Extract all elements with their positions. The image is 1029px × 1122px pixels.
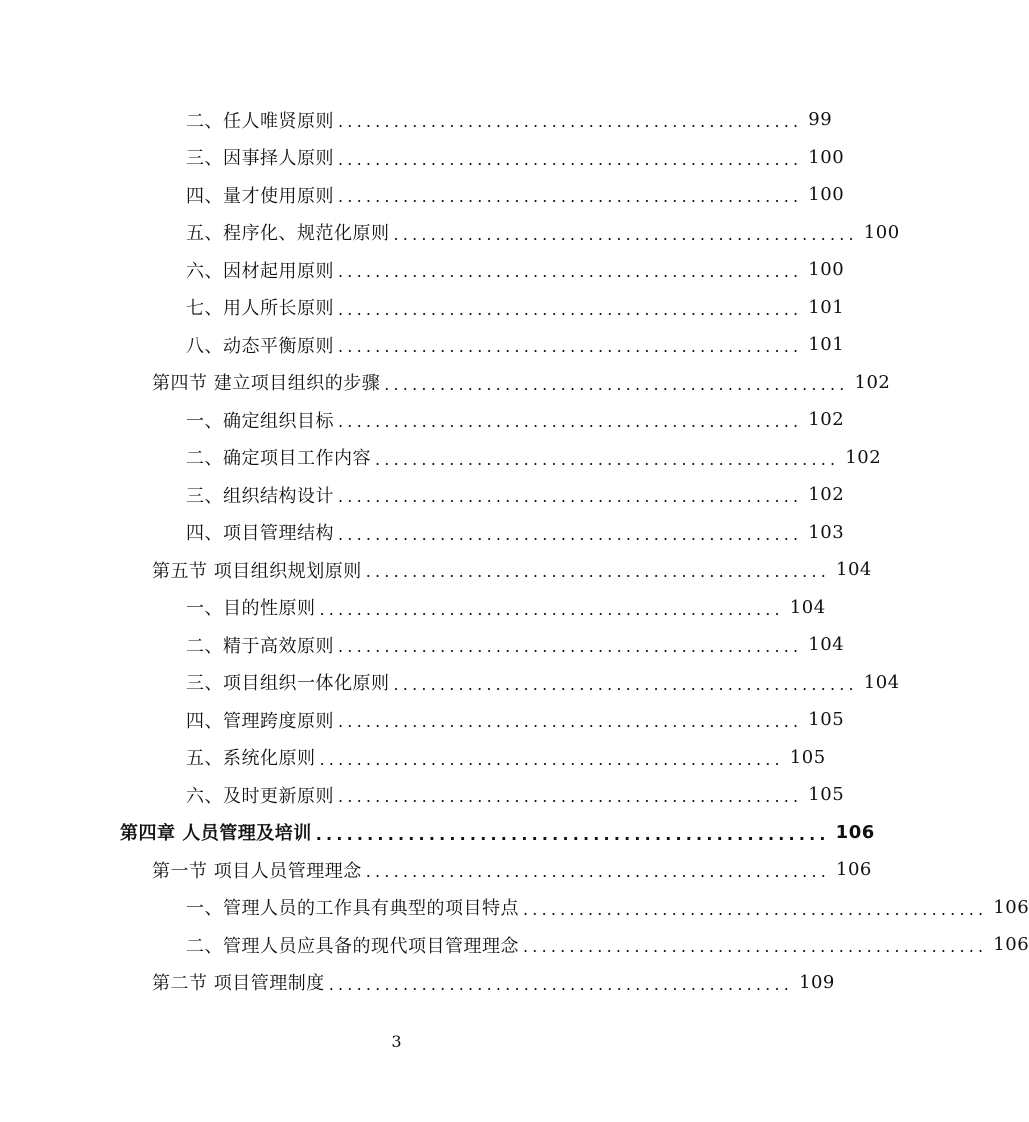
toc-entry-title: 五、系统化原则 (186, 748, 316, 770)
toc-entry-title: 三、因事择人原则 (186, 148, 334, 170)
toc-entry-title: 二、精于高效原则 (186, 635, 334, 657)
toc-chapter-entry[interactable] (120, 814, 875, 852)
toc-entry-title: 一、确定组织目标 (186, 410, 334, 432)
toc-entry-title: 第二节 项目管理制度 (152, 973, 325, 995)
toc-leader-dots: .................................................. (338, 149, 803, 169)
toc-leader-dots: .................................................. (338, 337, 803, 357)
toc-entry[interactable] (186, 776, 845, 814)
toc-entry-page: 100 (808, 146, 845, 168)
toc-entry-page: 106 (993, 934, 1029, 956)
toc-leader-dots: .................................................. (523, 899, 988, 919)
toc-entry[interactable] (186, 589, 826, 627)
page-number: 3 (391, 1032, 402, 1051)
toc-entry-title: 一、管理人员的工作具有典型的项目特点 (186, 898, 519, 920)
toc-entry-page: 106 (993, 896, 1029, 918)
toc-entry-page: 109 (799, 971, 835, 993)
toc-entry[interactable] (186, 889, 1029, 927)
toc-entry[interactable] (186, 701, 845, 739)
toc-entry-page: 103 (808, 521, 845, 543)
toc-entry-title: 一、目的性原则 (186, 598, 316, 620)
toc-leader-dots: .................................................. (338, 262, 803, 282)
toc-entry-page: 104 (863, 671, 900, 693)
toc-section-entry[interactable] (152, 851, 872, 889)
toc-leader-dots: .................................................. (393, 224, 858, 244)
toc-entry[interactable] (186, 401, 845, 439)
toc-entry-title: 第四章 人员管理及培训 (120, 823, 312, 845)
toc-entry-page: 100 (863, 221, 900, 243)
toc-entry-title: 二、任人唯贤原则 (186, 110, 334, 132)
toc-entry-page: 102 (808, 409, 845, 431)
toc-entry-title: 五、程序化、规范化原则 (186, 223, 390, 245)
toc-leader-dots: .................................................. (338, 712, 803, 732)
toc-leader-dots: .................................................. (338, 637, 803, 657)
toc-entry-title: 四、量才使用原则 (186, 185, 334, 207)
toc-section-entry[interactable] (152, 551, 872, 589)
toc-entry-page: 106 (835, 821, 875, 843)
toc-entry-title: 六、因材起用原则 (186, 260, 334, 282)
toc-entry-title: 四、管理跨度原则 (186, 710, 334, 732)
toc-entry[interactable] (186, 251, 845, 289)
toc-entry[interactable] (186, 926, 1029, 964)
toc-entry-title: 三、项目组织一体化原则 (186, 673, 390, 695)
toc-leader-dots: .................................................. (338, 112, 803, 132)
toc-entry[interactable] (186, 139, 845, 177)
toc-entry-page: 102 (845, 446, 882, 468)
toc-leader-dots: .................................................. (338, 299, 803, 319)
toc-leader-dots: .................................................. (365, 862, 831, 882)
toc-entry-page: 105 (808, 784, 845, 806)
toc-entry[interactable] (186, 101, 833, 139)
toc-entry-page: 106 (836, 859, 872, 881)
toc-entry[interactable] (186, 739, 826, 777)
toc-leader-dots: .................................................. (338, 787, 803, 807)
toc-leader-dots: .................................................. (338, 524, 803, 544)
toc-leader-dots: .................................................. (319, 749, 784, 769)
toc-leader-dots: .................................................. (365, 562, 831, 582)
toc-section-entry[interactable] (152, 364, 891, 402)
toc-entry-page: 100 (808, 184, 845, 206)
toc-entry-page: 101 (808, 334, 845, 356)
toc-leader-dots: .................................................. (523, 937, 988, 957)
toc-leader-dots: .................................................. (384, 374, 849, 394)
toc-entry-page: 102 (854, 371, 891, 393)
toc-entry-page: 104 (789, 596, 826, 618)
toc-entry-title: 二、确定项目工作内容 (186, 448, 371, 470)
toc-entry[interactable] (186, 326, 845, 364)
toc-entry[interactable] (186, 664, 900, 702)
toc-leader-dots: .................................................. (328, 974, 794, 994)
toc-entry[interactable] (186, 439, 882, 477)
toc-entry[interactable] (186, 289, 845, 327)
toc-leader-dots: .................................................. (315, 824, 830, 844)
toc-leader-dots: .................................................. (393, 674, 858, 694)
toc-section-entry[interactable] (152, 964, 835, 1002)
toc-leader-dots: .................................................. (338, 412, 803, 432)
toc-entry-title: 八、动态平衡原则 (186, 335, 334, 357)
toc-entry-page: 105 (789, 746, 826, 768)
toc-entry-page: 101 (808, 296, 845, 318)
toc-entry-page: 102 (808, 484, 845, 506)
toc-entry-page: 100 (808, 259, 845, 281)
toc-leader-dots: .................................................. (338, 487, 803, 507)
toc-entry-page: 105 (808, 709, 845, 731)
toc-entry[interactable] (186, 176, 845, 214)
toc-leader-dots: .................................................. (338, 187, 803, 207)
toc-leader-dots: .................................................. (375, 449, 840, 469)
toc-entry-title: 三、组织结构设计 (186, 485, 334, 507)
toc-entry-title: 第一节 项目人员管理理念 (152, 860, 362, 882)
toc-entry-page: 104 (808, 634, 845, 656)
toc-entry-title: 六、及时更新原则 (186, 785, 334, 807)
toc-entry-title: 七、用人所长原则 (186, 298, 334, 320)
toc-entry-title: 第五节 项目组织规划原则 (152, 560, 362, 582)
toc-entry-title: 四、项目管理结构 (186, 523, 334, 545)
toc-entry[interactable] (186, 214, 900, 252)
toc-entry[interactable] (186, 476, 845, 514)
toc-leader-dots: .................................................. (319, 599, 784, 619)
toc-entry-title: 二、管理人员应具备的现代项目管理理念 (186, 935, 519, 957)
toc-entry[interactable] (186, 626, 845, 664)
toc-entry-page: 104 (836, 559, 872, 581)
toc-entry-page: 99 (808, 109, 833, 131)
toc-entry-title: 第四节 建立项目组织的步骤 (152, 373, 381, 395)
toc-entry[interactable] (186, 514, 845, 552)
